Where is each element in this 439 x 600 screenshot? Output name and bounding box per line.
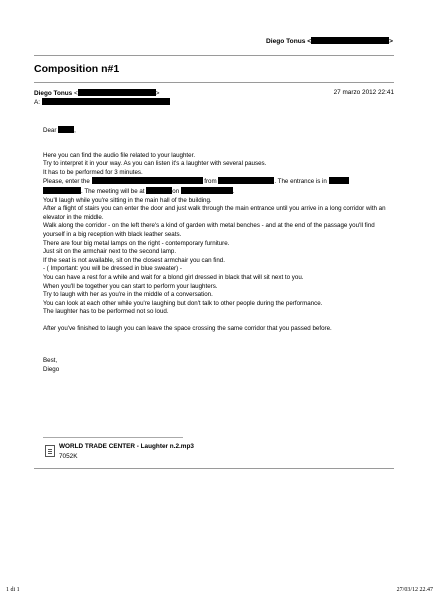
email-date: 27 marzo 2012 22:41 bbox=[333, 89, 394, 96]
bottom-divider bbox=[34, 468, 394, 469]
salutation: Dear bbox=[43, 127, 57, 134]
body-line: There are four big metal lamps on the right - contemporary furniture. bbox=[43, 239, 230, 247]
subject-divider bbox=[34, 82, 394, 83]
recipient-redacted bbox=[42, 98, 170, 105]
print-timestamp: 27/03/12 22.47 bbox=[396, 587, 433, 593]
sender-row bbox=[34, 89, 394, 97]
account-email: < > bbox=[307, 38, 393, 45]
body-line: You can have a rest for a while and wait for a blond girl dressed in black that will sit next to you. bbox=[43, 273, 304, 281]
body-line: Here you can find the audio file related to your laughter. bbox=[43, 151, 196, 159]
body-line: Try to laugh with her as you're in the middle of a conversation. bbox=[43, 291, 213, 299]
header-divider bbox=[34, 55, 394, 56]
body-line: Just sit on the armchair next to the second lamp. bbox=[43, 248, 177, 256]
body-line: When you'll be together you can start to perform your laughters. bbox=[43, 282, 218, 290]
body-line: - ( Important: you will be dressed in blue sweater) - bbox=[43, 265, 182, 273]
document-icon bbox=[45, 445, 55, 457]
account-header bbox=[266, 37, 393, 45]
email-subject: Composition n#1 bbox=[34, 63, 120, 75]
body-line: If the seat is not available, sit on the closest armchair you can find. bbox=[43, 256, 225, 264]
sender-name: Diego Tonus bbox=[34, 90, 73, 97]
body-line: Walk along the corridor - on the left there's a kind of garden with metal benches - and at the end of the passage you'll find yourself in a big reception with black leather seats. bbox=[43, 222, 375, 238]
email-body bbox=[43, 126, 393, 375]
page-number: 1 di 1 bbox=[6, 587, 20, 593]
body-line: You'll laugh while you're sitting in the main hall of the building. bbox=[43, 196, 212, 204]
body-line: It has to be performed for 3 minutes. bbox=[43, 168, 143, 176]
body-line: Please, enter the from . The entrance is in bbox=[43, 177, 393, 187]
salutation-line: Dear , bbox=[43, 127, 76, 134]
sender-email: < > bbox=[74, 90, 160, 97]
body-line: Try to interpret it in your way. As you can listen it's a laughter with several pauses. bbox=[43, 160, 267, 168]
attachment-name[interactable]: WORLD TRADE CENTER - Laughter n.2.mp3 bbox=[59, 443, 194, 450]
body-line: After you've finished to laugh you can leave the space crossing the same corridor that you passed before. bbox=[43, 324, 332, 332]
body-line: . The meeting will be at on . bbox=[43, 187, 393, 197]
account-name: Diego Tonus bbox=[266, 38, 306, 45]
closing-line: Best, bbox=[43, 357, 58, 365]
body-line: You can look at each other while you're laughing but don't talk to other people during the performance. bbox=[43, 299, 323, 307]
attachment-size: 7052K bbox=[59, 453, 78, 460]
recipient-row bbox=[34, 98, 394, 106]
body-line: After a flight of stairs you can enter the door and just walk through the main entrance until you arrive in a long corridor with an elevator in the middle. bbox=[43, 205, 386, 221]
attachment-divider bbox=[43, 437, 183, 438]
body-line: The laughter has to be performed not so loud. bbox=[43, 308, 169, 316]
signature-line: Diego bbox=[43, 366, 60, 374]
recipient-label: A: bbox=[34, 99, 41, 106]
